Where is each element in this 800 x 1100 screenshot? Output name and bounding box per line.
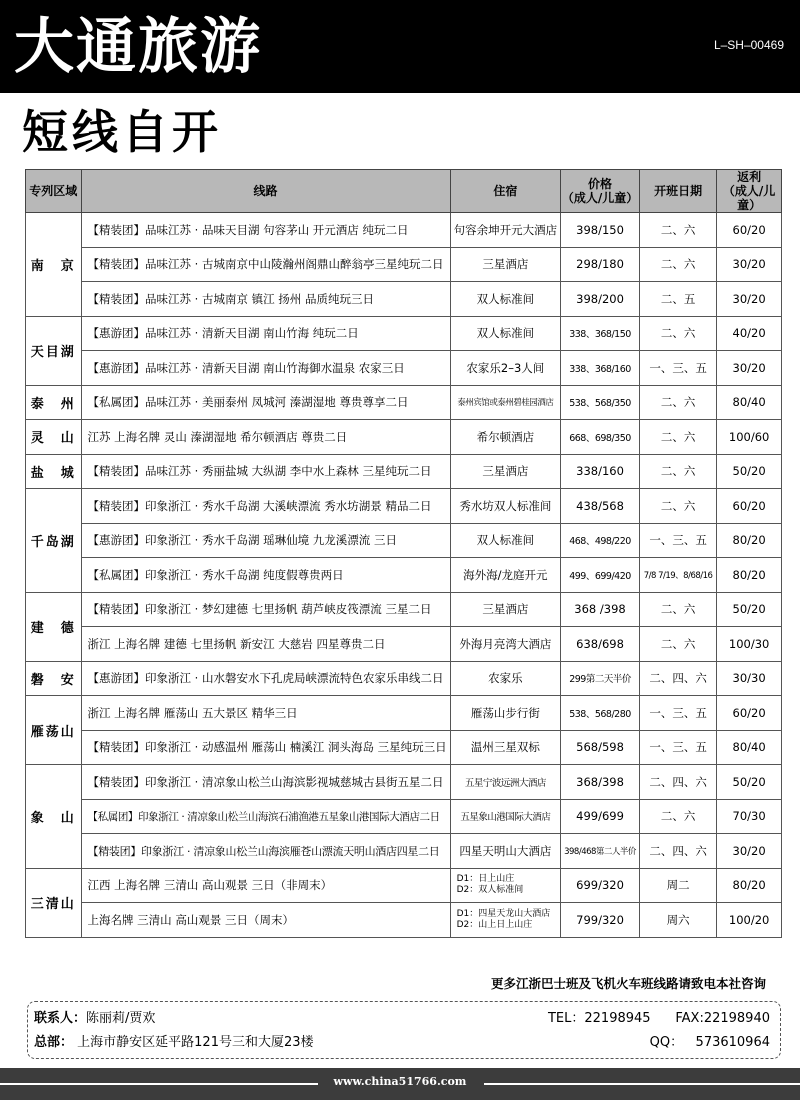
price-cell: 538、568/280 <box>561 696 640 731</box>
region-cell: 建 德 <box>26 592 82 661</box>
routes-table <box>25 169 782 938</box>
region-cell: 象 山 <box>26 765 82 869</box>
dates-cell: 一、三、五 <box>639 351 716 386</box>
address-label: 总部： <box>34 1035 74 1050</box>
route-cell: 【精装团】品味江苏 · 古城南京中山陵瀚州阁鼎山醉翁亭三星纯玩二日 <box>81 247 450 282</box>
dates-cell: 二、四、六 <box>639 661 716 696</box>
contact-row-person <box>34 1008 770 1030</box>
region-cell: 天目湖 <box>26 316 82 385</box>
contact-box <box>27 1001 781 1059</box>
table-row <box>26 868 782 903</box>
table-row <box>26 351 782 386</box>
dates-cell: 二、六 <box>639 627 716 662</box>
price-cell: 398/150 <box>561 213 640 248</box>
header-rebate-sub: （成人/儿童） <box>722 184 776 212</box>
route-cell: 【精装团】印象浙江 · 梦幻建德 七里扬帆 葫芦峡皮筏漂流 三星二日 <box>81 592 450 627</box>
hotel-cell: 双人标准间 <box>450 316 561 351</box>
route-cell: 浙江 上海名牌 雁荡山 五大景区 精华三日 <box>81 696 450 731</box>
price-cell: 699/320 <box>561 868 640 903</box>
route-cell: 江西 上海名牌 三清山 高山观景 三日（非周末） <box>81 868 450 903</box>
rebate-cell: 100/30 <box>717 627 782 662</box>
hotel-cell: 双人标准间 <box>450 523 561 558</box>
header-rebate-label: 返利 <box>737 170 762 184</box>
tel-number: TEL：22198945 <box>547 1011 651 1026</box>
header-region: 专列区域 <box>26 170 82 213</box>
route-cell: 【精装团】印象浙江 · 动感温州 雁荡山 楠溪江 洞头海岛 三星纯玩三日 <box>81 730 450 765</box>
hotel-cell: 农家乐 <box>450 661 561 696</box>
header-bar <box>0 0 800 93</box>
rebate-cell: 80/20 <box>717 558 782 593</box>
price-cell: 538、568/350 <box>561 385 640 420</box>
rebate-cell: 30/20 <box>717 351 782 386</box>
rebate-cell: 30/20 <box>717 282 782 317</box>
person-names: 陈丽莉/贾欢 <box>86 1011 156 1026</box>
route-cell: 【精装团】品味江苏 · 品味天目湖 句容茅山 开元酒店 纯玩二日 <box>81 213 450 248</box>
price-cell: 398/468第二人半价 <box>561 834 640 869</box>
hotel-cell: 五星宁波远洲大酒店 <box>450 765 561 800</box>
table-row <box>26 247 782 282</box>
table-row <box>26 420 782 455</box>
price-cell: 668、698/350 <box>561 420 640 455</box>
route-cell: 【精装团】印象浙江 · 秀水千岛湖 大溪峡漂流 秀水坊湖景 精品二日 <box>81 489 450 524</box>
table-row <box>26 661 782 696</box>
price-cell: 338、368/160 <box>561 351 640 386</box>
contact-row-address <box>34 1032 770 1054</box>
hotel-cell <box>450 868 561 903</box>
price-cell: 338/160 <box>561 454 640 489</box>
table-row <box>26 765 782 800</box>
dates-cell: 周六 <box>639 903 716 938</box>
product-code: L–SH–00469 <box>713 38 784 52</box>
dates-cell: 7/8 7/19、8/68/16 <box>639 558 716 593</box>
rebate-cell: 100/60 <box>717 420 782 455</box>
hotel-cell: 三星酒店 <box>450 592 561 627</box>
table-row <box>26 730 782 765</box>
price-cell: 298/180 <box>561 247 640 282</box>
route-cell: 【精装团】印象浙江 · 清凉象山松兰山海滨雁苍山漂流天明山酒店四星二日 <box>81 834 450 869</box>
rebate-cell: 60/20 <box>717 213 782 248</box>
price-cell: 568/598 <box>561 730 640 765</box>
table-row <box>26 592 782 627</box>
route-cell: 【惠游团】品味江苏 · 清新天目湖 南山竹海 纯玩二日 <box>81 316 450 351</box>
dates-cell: 二、四、六 <box>639 834 716 869</box>
price-cell: 499/699 <box>561 799 640 834</box>
price-cell: 398/200 <box>561 282 640 317</box>
qq-info <box>650 1032 770 1054</box>
hotel-cell: 泰州宾馆或泰州碧桂园酒店 <box>450 385 561 420</box>
hotel-cell: 四星天明山大酒店 <box>450 834 561 869</box>
rebate-cell: 60/20 <box>717 696 782 731</box>
price-cell: 338、368/150 <box>561 316 640 351</box>
qq-number: 573610964 <box>695 1035 770 1050</box>
rebate-cell: 40/20 <box>717 316 782 351</box>
dates-cell: 二、六 <box>639 316 716 351</box>
footer-bar <box>0 1068 800 1100</box>
region-cell: 千岛湖 <box>26 489 82 593</box>
header-rebate <box>717 170 782 213</box>
dates-cell: 二、六 <box>639 213 716 248</box>
price-cell: 799/320 <box>561 903 640 938</box>
route-cell: 【惠游团】品味江苏 · 清新天目湖 南山竹海御水温泉 农家三日 <box>81 351 450 386</box>
table-row <box>26 696 782 731</box>
header-price <box>561 170 640 213</box>
person-label: 联系人： <box>34 1011 87 1026</box>
price-cell: 468、498/220 <box>561 523 640 558</box>
price-cell: 299第二天半价 <box>561 661 640 696</box>
rebate-cell: 100/20 <box>717 903 782 938</box>
dates-cell: 二、六 <box>639 454 716 489</box>
dates-cell: 二、六 <box>639 420 716 455</box>
hotel-cell: 农家乐2–3人间 <box>450 351 561 386</box>
table-row <box>26 385 782 420</box>
route-cell: 上海名牌 三清山 高山观景 三日（周末） <box>81 903 450 938</box>
hotel-cell: 五星象山港国际大酒店 <box>450 799 561 834</box>
phone-fax <box>548 1008 770 1030</box>
route-cell: 【精装团】品味江苏 · 秀丽盐城 大纵湖 李中水上森林 三星纯玩二日 <box>81 454 450 489</box>
rebate-cell: 70/30 <box>717 799 782 834</box>
qq-label: QQ： <box>649 1035 684 1050</box>
website-link[interactable]: www.china51766.com <box>333 1075 467 1088</box>
region-cell: 南 京 <box>26 213 82 317</box>
rebate-cell: 30/30 <box>717 661 782 696</box>
rebate-cell: 50/20 <box>717 592 782 627</box>
rebate-cell: 80/40 <box>717 385 782 420</box>
dates-cell: 二、五 <box>639 282 716 317</box>
brand-logo: 大通旅游 <box>14 12 262 82</box>
region-cell: 磐 安 <box>26 661 82 696</box>
price-cell: 499、699/420 <box>561 558 640 593</box>
route-cell: 江苏 上海名牌 灵山 溱湖湿地 希尔顿酒店 尊贵二日 <box>81 420 450 455</box>
page-title: 短线自开 <box>22 105 222 159</box>
route-cell: 【精装团】品味江苏 · 古城南京 镇江 扬州 品质纯玩三日 <box>81 282 450 317</box>
route-cell: 【精装团】印象浙江 · 清凉象山松兰山海滨影视城慈城古县街五星二日 <box>81 765 450 800</box>
header-route: 线路 <box>81 170 450 213</box>
price-cell: 368/398 <box>561 765 640 800</box>
address-text: 上海市静安区延平路121号三和大厦23楼 <box>77 1035 314 1050</box>
rebate-cell: 80/20 <box>717 523 782 558</box>
rebate-cell: 80/40 <box>717 730 782 765</box>
table-row <box>26 903 782 938</box>
hotel-cell <box>450 903 561 938</box>
dates-cell: 周二 <box>639 868 716 903</box>
table-row <box>26 558 782 593</box>
table-row <box>26 523 782 558</box>
rebate-cell: 60/20 <box>717 489 782 524</box>
hotel-d1: D1：日上山庄 <box>456 874 515 885</box>
route-cell: 【惠游团】印象浙江 · 秀水千岛湖 瑶琳仙境 九龙溪漂流 三日 <box>81 523 450 558</box>
hotel-cell: 句容余坤开元大酒店 <box>450 213 561 248</box>
table-row <box>26 489 782 524</box>
dates-cell: 一、三、五 <box>639 696 716 731</box>
route-cell: 【私属团】品味江苏 · 美丽泰州 凤城河 溱湖湿地 尊贵尊享二日 <box>81 385 450 420</box>
price-cell: 638/698 <box>561 627 640 662</box>
table-row <box>26 282 782 317</box>
route-cell: 【私属团】印象浙江 · 秀水千岛湖 纯度假尊贵两日 <box>81 558 450 593</box>
hotel-cell: 外海月亮湾大酒店 <box>450 627 561 662</box>
rebate-cell: 50/20 <box>717 765 782 800</box>
header-price-label: 价格 <box>588 177 613 191</box>
region-cell: 泰 州 <box>26 385 82 420</box>
rebate-cell: 30/20 <box>717 834 782 869</box>
rebate-cell: 50/20 <box>717 454 782 489</box>
dates-cell: 二、六 <box>639 592 716 627</box>
hotel-cell: 秀水坊双人标准间 <box>450 489 561 524</box>
dates-cell: 二、六 <box>639 385 716 420</box>
hotel-cell: 温州三星双标 <box>450 730 561 765</box>
dates-cell: 一、三、五 <box>639 523 716 558</box>
table-row <box>26 316 782 351</box>
hotel-cell: 双人标准间 <box>450 282 561 317</box>
dates-cell: 一、三、五 <box>639 730 716 765</box>
price-cell: 368 /398 <box>561 592 640 627</box>
route-cell: 【惠游团】印象浙江 · 山水磐安水下孔虎局峡漂流特色农家乐串线二日 <box>81 661 450 696</box>
hotel-cell: 三星酒店 <box>450 454 561 489</box>
dates-cell: 二、六 <box>639 799 716 834</box>
route-cell: 浙江 上海名牌 建德 七里扬帆 新安江 大慈岩 四星尊贵二日 <box>81 627 450 662</box>
fax-number: FAX:22198940 <box>675 1011 770 1026</box>
dates-cell: 二、六 <box>639 247 716 282</box>
rebate-cell: 30/20 <box>717 247 782 282</box>
region-cell: 三清山 <box>26 868 82 937</box>
region-cell: 灵 山 <box>26 420 82 455</box>
region-cell: 雁荡山 <box>26 696 82 765</box>
hotel-cell: 海外海/龙庭开元 <box>450 558 561 593</box>
table-row <box>26 213 782 248</box>
region-cell: 盐 城 <box>26 454 82 489</box>
hotel-d2: D2：双人标准间 <box>456 885 524 896</box>
header-hotel: 住宿 <box>450 170 561 213</box>
table-row <box>26 454 782 489</box>
hotel-d2: D2：山上日上山庄 <box>456 919 533 930</box>
hotel-d1: D1：四星天龙山大酒店 <box>456 908 551 919</box>
table-row <box>26 627 782 662</box>
table-header-row <box>26 170 782 213</box>
consult-note: 更多江浙巴士班及飞机火车班线路请致电本社咨询 <box>490 976 766 991</box>
route-cell: 【私属团】印象浙江 · 清凉象山松兰山海滨石浦渔港五星象山港国际大酒店二日 <box>81 799 450 834</box>
table-row <box>26 834 782 869</box>
dates-cell: 二、四、六 <box>639 765 716 800</box>
hotel-cell: 三星酒店 <box>450 247 561 282</box>
dates-cell: 二、六 <box>639 489 716 524</box>
table-row <box>26 799 782 834</box>
hotel-cell: 雁荡山步行街 <box>450 696 561 731</box>
header-dates: 开班日期 <box>639 170 716 213</box>
price-cell: 438/568 <box>561 489 640 524</box>
header-price-sub: （成人/儿童） <box>561 191 639 205</box>
rebate-cell: 80/20 <box>717 868 782 903</box>
hotel-cell: 希尔顿酒店 <box>450 420 561 455</box>
